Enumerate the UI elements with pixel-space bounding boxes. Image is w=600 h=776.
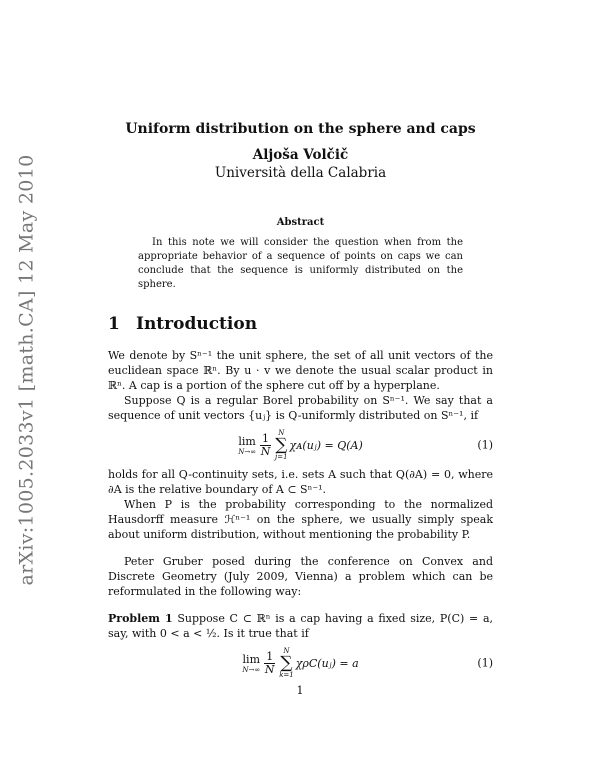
equation-2 (108, 641, 493, 685)
eq1-sum: N ∑ j=1 (275, 429, 288, 461)
eq1-term: χᴀ(uⱼ) = Q(A) (289, 438, 363, 452)
arxiv-identifier: arXiv:1005.2033v1 [math.CA] 12 May 2010 (15, 154, 37, 586)
equation-2-number: (1) (477, 656, 493, 670)
paragraph-1: We denote by Sⁿ⁻¹ the unit sphere, the set of all unit vectors of the euclidean space ℝⁿ. By u · v we denote the usual scalar product in ℝⁿ. A cap is a portion of the sphere cut off by a hyperplane. (108, 349, 493, 392)
page-number: 1 (296, 684, 304, 697)
section-body (108, 348, 493, 685)
eq2-lim: lim N→∞ (242, 652, 261, 674)
section-heading (108, 314, 493, 334)
paragraph-4: When P is the probability corresponding to the normalized Hausdorff measure ℋⁿ⁻¹ on the sphere, we usually simply speak about uniform distribution, without mentioning the probability P. (108, 498, 493, 541)
problem-statement (108, 611, 493, 641)
paper-page (108, 115, 493, 685)
problem-label: Problem 1 (108, 612, 173, 625)
abstract-text: In this note we will consider the question when from the appropriate behavior of a sequence of points on caps we can conclude that the sequence is uniformly distributed on the sphere. (138, 237, 463, 290)
paragraph-2: Suppose Q is a regular Borel probability on Sⁿ⁻¹. We say that a sequence of unit vectors {uⱼ} is Q-uniformly distributed on Sⁿ⁻¹, if (108, 394, 493, 422)
paper-title: Uniform distribution on the sphere and caps (125, 121, 476, 137)
eq1-lim: lim N→∞ (238, 434, 257, 456)
eq1-fraction: $\frac{1}{N}$ (260, 431, 271, 458)
author-affiliation: Università della Calabria (214, 165, 387, 181)
eq2-fraction: $\frac{1}{N}$ (264, 649, 275, 676)
arxiv-sidebar (6, 154, 46, 586)
equation-1 (108, 423, 493, 467)
abstract-heading: Abstract (276, 217, 325, 228)
eq2-term: χρC(uⱼ) = a (295, 656, 359, 670)
paragraph-5: Peter Gruber posed during the conference on Convex and Discrete Geometry (July 2009, Vienna) a problem which can be reformulated in the following way: (108, 555, 493, 598)
section-number: 1 (108, 314, 120, 334)
eq2-sum: N ∑ k=1 (279, 647, 294, 679)
equation-1-number: (1) (477, 438, 493, 452)
problem-text: Suppose C ⊂ ℝⁿ is a cap having a fixed size, P(C) = a, say, with 0 < a < ½. Is it true that if (108, 612, 493, 640)
paragraph-3: holds for all Q-continuity sets, i.e. sets A such that Q(∂A) = 0, where ∂A is the relative boundary of A ⊂ Sⁿ⁻¹. (108, 468, 493, 496)
section-title: Introduction (136, 314, 258, 334)
paper-author: Aljoša Volčič (252, 147, 349, 163)
